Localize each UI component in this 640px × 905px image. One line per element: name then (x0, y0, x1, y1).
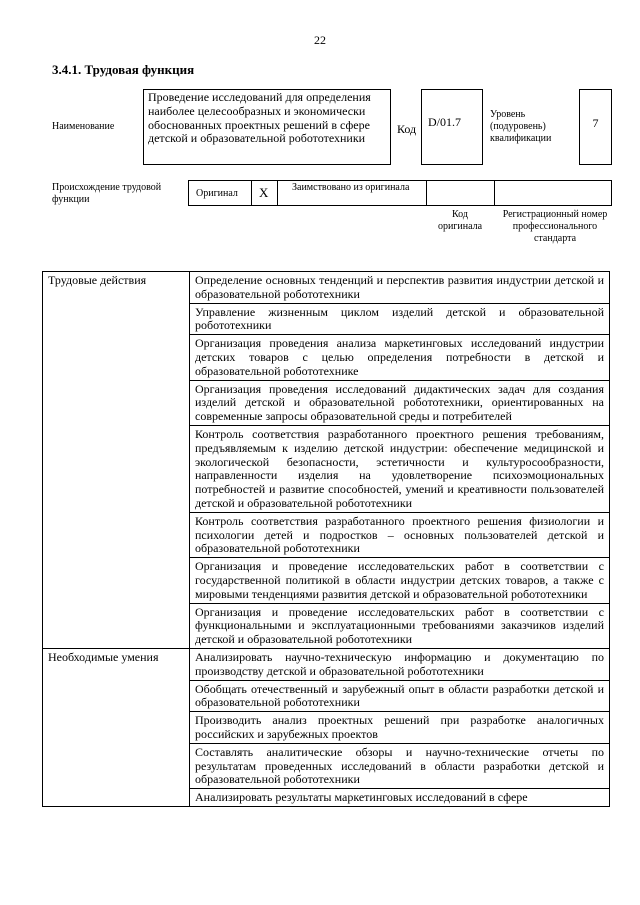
table-row (43, 648, 610, 680)
function-table (42, 271, 610, 807)
section-item: Организация и проведение исследовательских работ в соответствии с функциональными и эксплуатационными требованиями заказчиков изделий детской и образовательной робототехники (190, 603, 610, 648)
section-item: Производить анализ проектных решений при разработке аналогичных российских и зарубежных проектов (190, 712, 610, 744)
section-title: 3.4.1. Трудовая функция (52, 62, 195, 77)
section-item: Составлять аналитические обзоры и научно-технические отчеты по результатам проведенных исследований в области разработки детской и образовательной робототехники (190, 743, 610, 788)
original-label: Оригинал (196, 188, 238, 199)
page-bottom-margin (0, 835, 640, 905)
reg-number-caption: Регистрационный номер профессионального стандарта (502, 209, 608, 244)
borrowed-label: Заимствовано из оригинала (292, 182, 410, 193)
function-name-box: Проведение исследований для определения наиболее целесообразных и экономически обоснованных проектных решений в сфере детской и образовательной робототехники (143, 89, 391, 165)
level-label: Уровень (подуровень) квалификации (490, 109, 552, 144)
section-item: Определение основных тенденций и перспектив развития индустрии детской и образовательной робототехники (190, 272, 610, 304)
name-label: Наименование (52, 121, 115, 132)
code-value-box: D/01.7 (421, 89, 483, 165)
level-value-box: 7 (579, 89, 612, 165)
section-item: Организация и проведение исследовательских работ в соответствии с государственной политикой в области индустрии детских товаров, а также с мировыми тенденциями развития детской и образовательной робототехники (190, 558, 610, 603)
table-row (43, 272, 610, 304)
section-label: Необходимые умения (43, 648, 190, 806)
code-original-caption: Код оригинала (437, 209, 483, 232)
section-item: Организация проведения анализа маркетинговых исследований индустрии детских товаров с целью определения потребности в детской и образовательной робототехнике (190, 335, 610, 380)
section-item: Анализировать научно-техническую информацию и документацию по производству детской и образовательной робототехники (190, 648, 610, 680)
section-item: Контроль соответствия разработанного проектного решения физиологии и психологии детей и подростков – основных пользователей детской и образовательной робототехники (190, 512, 610, 557)
code-label: Код (397, 122, 417, 136)
origin-label: Происхождение трудовой функции (52, 182, 162, 205)
original-mark: X (259, 185, 269, 200)
section-item: Обобщать отечественный и зарубежный опыт в области разработки детской и образовательной робототехники (190, 680, 610, 712)
section-item: Организация проведения исследований дидактических задач для создания изделий детской и образовательной робототехники, ориентированных на современные запросы образовательной среды и потребителей (190, 380, 610, 425)
section-item: Контроль соответствия разработанного проектного решения требованиям, предъявляемым к изделию детской индустрии: обеспечение медицинской и экологической безопасности, эстетичности и культуросообразности, направленности изделия на удовлетворение психоэмоциональных потребностей и развитие способностей, умений и креативности пользователей детской и образовательной робототехники (190, 425, 610, 512)
page-number: 22 (314, 33, 326, 47)
section-item: Управление жизненным циклом изделий детской и образовательной робототехники (190, 303, 610, 335)
section-label: Трудовые действия (43, 272, 190, 649)
section-item: Анализировать результаты маркетинговых исследований в сфере (190, 789, 610, 807)
